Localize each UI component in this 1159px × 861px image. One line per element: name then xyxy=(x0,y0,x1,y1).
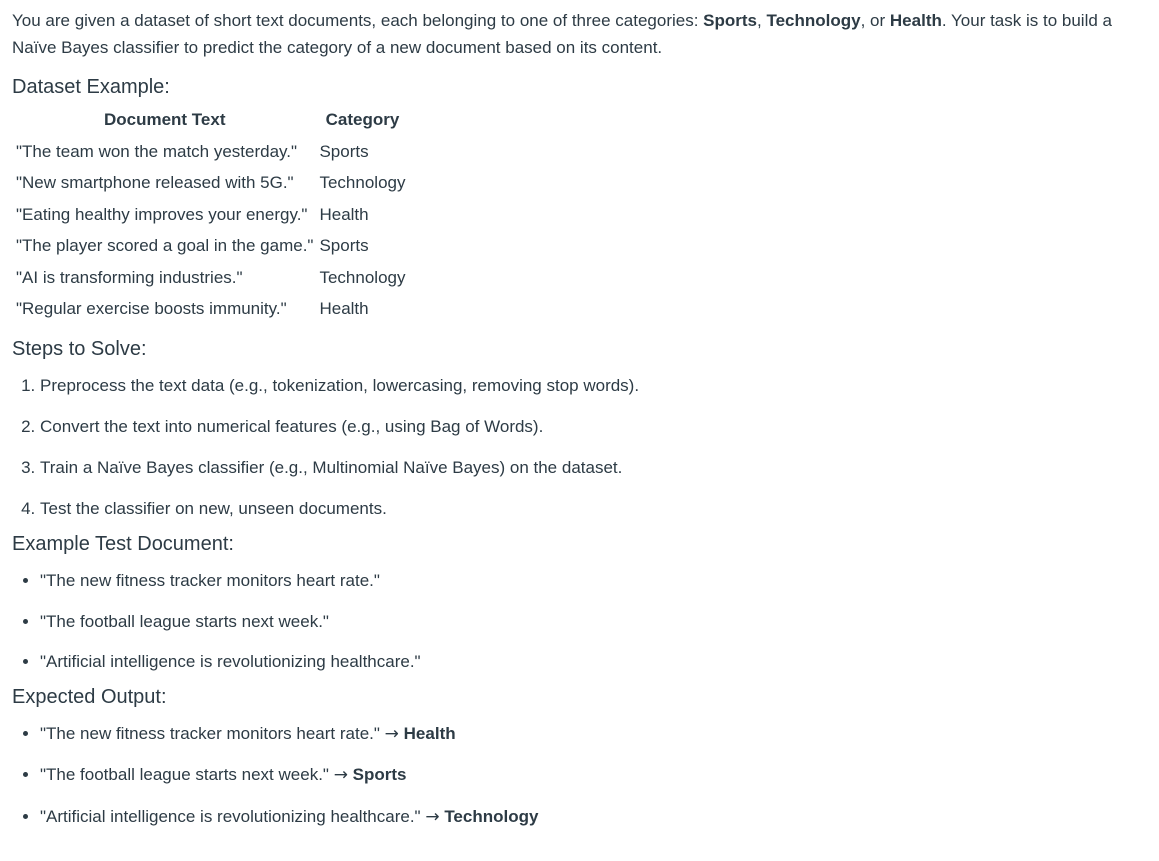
test-document-item: • "The new fitness tracker monitors heart rate." xyxy=(40,569,1147,592)
category-cell: Technology xyxy=(319,267,406,287)
expected-label: Health xyxy=(403,723,456,743)
document-text-cell: "Regular exercise boosts immunity." xyxy=(16,299,287,319)
test-document-item: • "Artificial intelligence is revolutionizing healthcare." xyxy=(40,650,1147,673)
test-document-list xyxy=(12,569,1147,673)
column-header-category: Category xyxy=(325,110,400,129)
expected-output-item xyxy=(40,763,1147,787)
dataset-table xyxy=(13,108,408,325)
category-cell: Technology xyxy=(319,173,406,193)
document-text-cell: "AI is transforming industries." xyxy=(16,267,243,287)
right-arrow-icon: → xyxy=(425,806,440,827)
document-text-cell: "New smartphone released with 5G." xyxy=(16,173,294,193)
step-item-2: 2. Convert the text into numerical features (e.g., using Bag of Words). xyxy=(40,415,1147,438)
table-row xyxy=(13,231,408,263)
steps-heading: Steps to Solve: xyxy=(12,338,147,360)
expected-label: Sports xyxy=(352,765,407,784)
expected-text: "The football league starts next week." xyxy=(40,765,329,784)
category-cell: Sports xyxy=(319,236,369,256)
document-text-cell: "Eating healthy improves your energy." xyxy=(16,204,308,224)
expected-text: "The new fitness tracker monitors heart rate." xyxy=(40,723,380,743)
category-cell: Health xyxy=(319,299,369,319)
expected-text: "Artificial intelligence is revolutionizing healthcare." xyxy=(40,806,421,826)
step-item-3: 3. Train a Naïve Bayes classifier (e.g., Multinomial Naïve Bayes) on the dataset. xyxy=(40,456,1147,479)
test-heading: Example Test Document: xyxy=(12,533,234,555)
expected-output-item xyxy=(40,805,1147,829)
intro-separator-2: , or xyxy=(860,11,890,30)
right-arrow-icon: → xyxy=(333,765,348,785)
intro-text-1: You are given a dataset of short text documents, each belonging to one of three categories: xyxy=(12,11,704,30)
expected-output-item xyxy=(40,722,1147,746)
table-row xyxy=(13,136,408,168)
column-header-document-text: Document Text xyxy=(103,110,226,129)
expected-output-list xyxy=(12,722,1147,829)
category-technology: Technology xyxy=(766,11,861,30)
table-row xyxy=(13,262,408,294)
category-cell: Sports xyxy=(319,141,369,161)
document-text-cell: "The team won the match yesterday." xyxy=(16,141,298,161)
test-document-item: • "The football league starts next week." xyxy=(40,610,1147,633)
dataset-heading: Dataset Example: xyxy=(12,76,170,98)
expected-output-heading: Expected Output: xyxy=(12,685,167,708)
category-sports: Sports xyxy=(703,11,758,30)
table-row xyxy=(13,294,408,326)
expected-label: Technology xyxy=(444,806,539,826)
intro-paragraph xyxy=(12,7,1147,61)
category-cell: Health xyxy=(319,204,369,224)
category-health: Health xyxy=(889,11,942,30)
intro-separator-1: , xyxy=(757,11,767,30)
intro-text-2: . Your task is to build a Naïve Bayes classifier to predict the category of a new document based on its content. xyxy=(12,11,1112,57)
steps-list xyxy=(12,374,1147,520)
right-arrow-icon: → xyxy=(384,723,399,744)
step-item-1: 1. Preprocess the text data (e.g., tokenization, lowercasing, removing stop words). xyxy=(40,374,1147,397)
table-row xyxy=(13,199,408,231)
table-header-row xyxy=(13,108,408,136)
table-row xyxy=(13,168,408,200)
document-text-cell: "The player scored a goal in the game." xyxy=(16,236,314,256)
step-item-4: 4. Test the classifier on new, unseen documents. xyxy=(40,497,1147,520)
